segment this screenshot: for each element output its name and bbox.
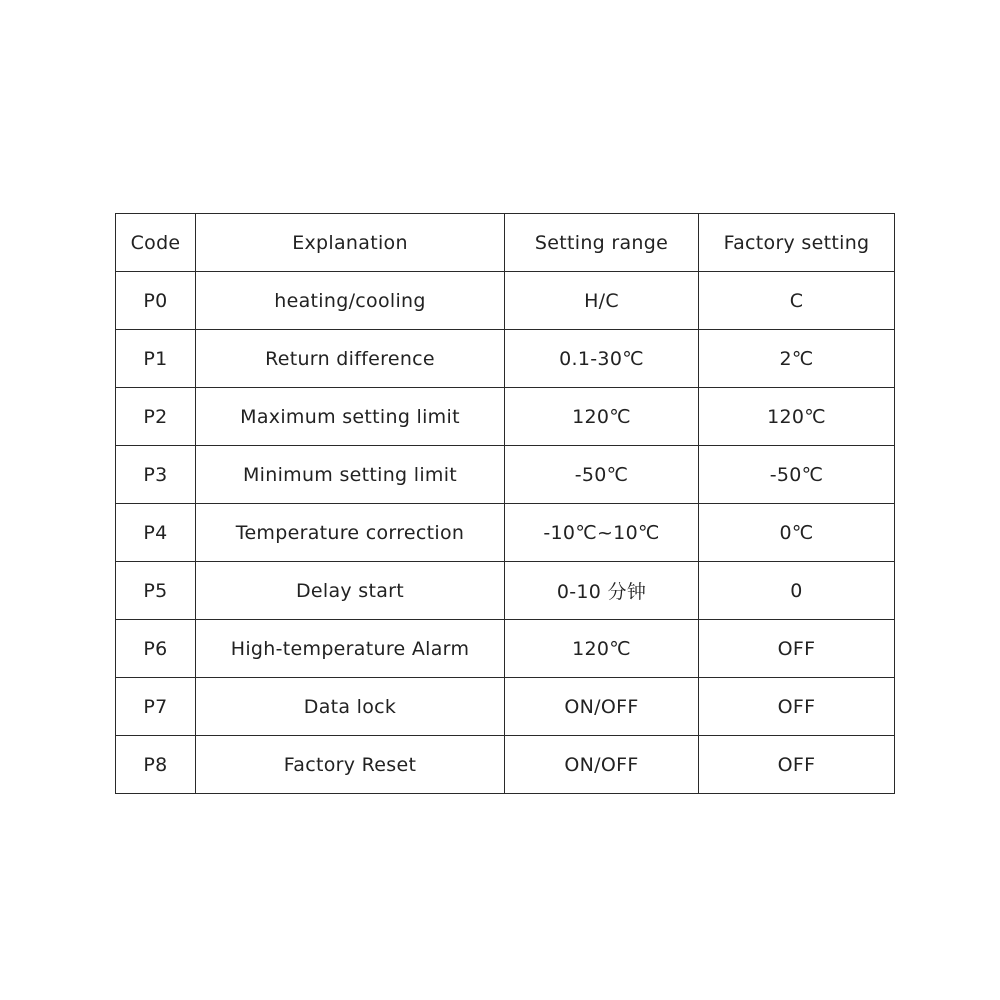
cell-setting-range: ON/OFF: [505, 678, 699, 736]
cell-code: P4: [116, 504, 196, 562]
table-row: [116, 736, 895, 794]
cell-factory-setting: OFF: [699, 620, 895, 678]
cell-code: P3: [116, 446, 196, 504]
table-header: [116, 214, 895, 272]
cell-explanation: Delay start: [196, 562, 505, 620]
cell-factory-setting: OFF: [699, 736, 895, 794]
table-body: [116, 272, 895, 794]
cell-code: P2: [116, 388, 196, 446]
header-factory-setting: Factory setting: [699, 214, 895, 272]
cell-setting-range: -10℃~10℃: [505, 504, 699, 562]
cell-factory-setting: 0℃: [699, 504, 895, 562]
cell-setting-range: ON/OFF: [505, 736, 699, 794]
cell-setting-range: -50℃: [505, 446, 699, 504]
table-row: [116, 504, 895, 562]
cell-factory-setting: C: [699, 272, 895, 330]
table-row: [116, 330, 895, 388]
parameter-table: [115, 213, 895, 794]
cell-explanation: High-temperature Alarm: [196, 620, 505, 678]
cell-code: P1: [116, 330, 196, 388]
cell-explanation: Minimum setting limit: [196, 446, 505, 504]
cell-explanation: Temperature correction: [196, 504, 505, 562]
cell-explanation: Factory Reset: [196, 736, 505, 794]
cell-setting-range: 120℃: [505, 620, 699, 678]
cell-setting-range: H/C: [505, 272, 699, 330]
cell-setting-range: 0.1-30℃: [505, 330, 699, 388]
cell-factory-setting: 2℃: [699, 330, 895, 388]
table-row: [116, 620, 895, 678]
cell-code: P5: [116, 562, 196, 620]
cell-explanation: Maximum setting limit: [196, 388, 505, 446]
cell-explanation: Data lock: [196, 678, 505, 736]
cell-setting-range: 120℃: [505, 388, 699, 446]
header-code: Code: [116, 214, 196, 272]
cell-code: P8: [116, 736, 196, 794]
header-explanation: Explanation: [196, 214, 505, 272]
table-row: [116, 272, 895, 330]
cell-factory-setting: -50℃: [699, 446, 895, 504]
cell-code: P0: [116, 272, 196, 330]
cell-code: P6: [116, 620, 196, 678]
header-row: [116, 214, 895, 272]
header-setting-range: Setting range: [505, 214, 699, 272]
cell-setting-range: 0-10 分钟: [505, 562, 699, 620]
table-row: [116, 562, 895, 620]
table-row: [116, 446, 895, 504]
cell-explanation: heating/cooling: [196, 272, 505, 330]
cell-factory-setting: 120℃: [699, 388, 895, 446]
cell-factory-setting: 0: [699, 562, 895, 620]
cell-explanation: Return difference: [196, 330, 505, 388]
cell-code: P7: [116, 678, 196, 736]
table-row: [116, 388, 895, 446]
cell-factory-setting: OFF: [699, 678, 895, 736]
table-row: [116, 678, 895, 736]
